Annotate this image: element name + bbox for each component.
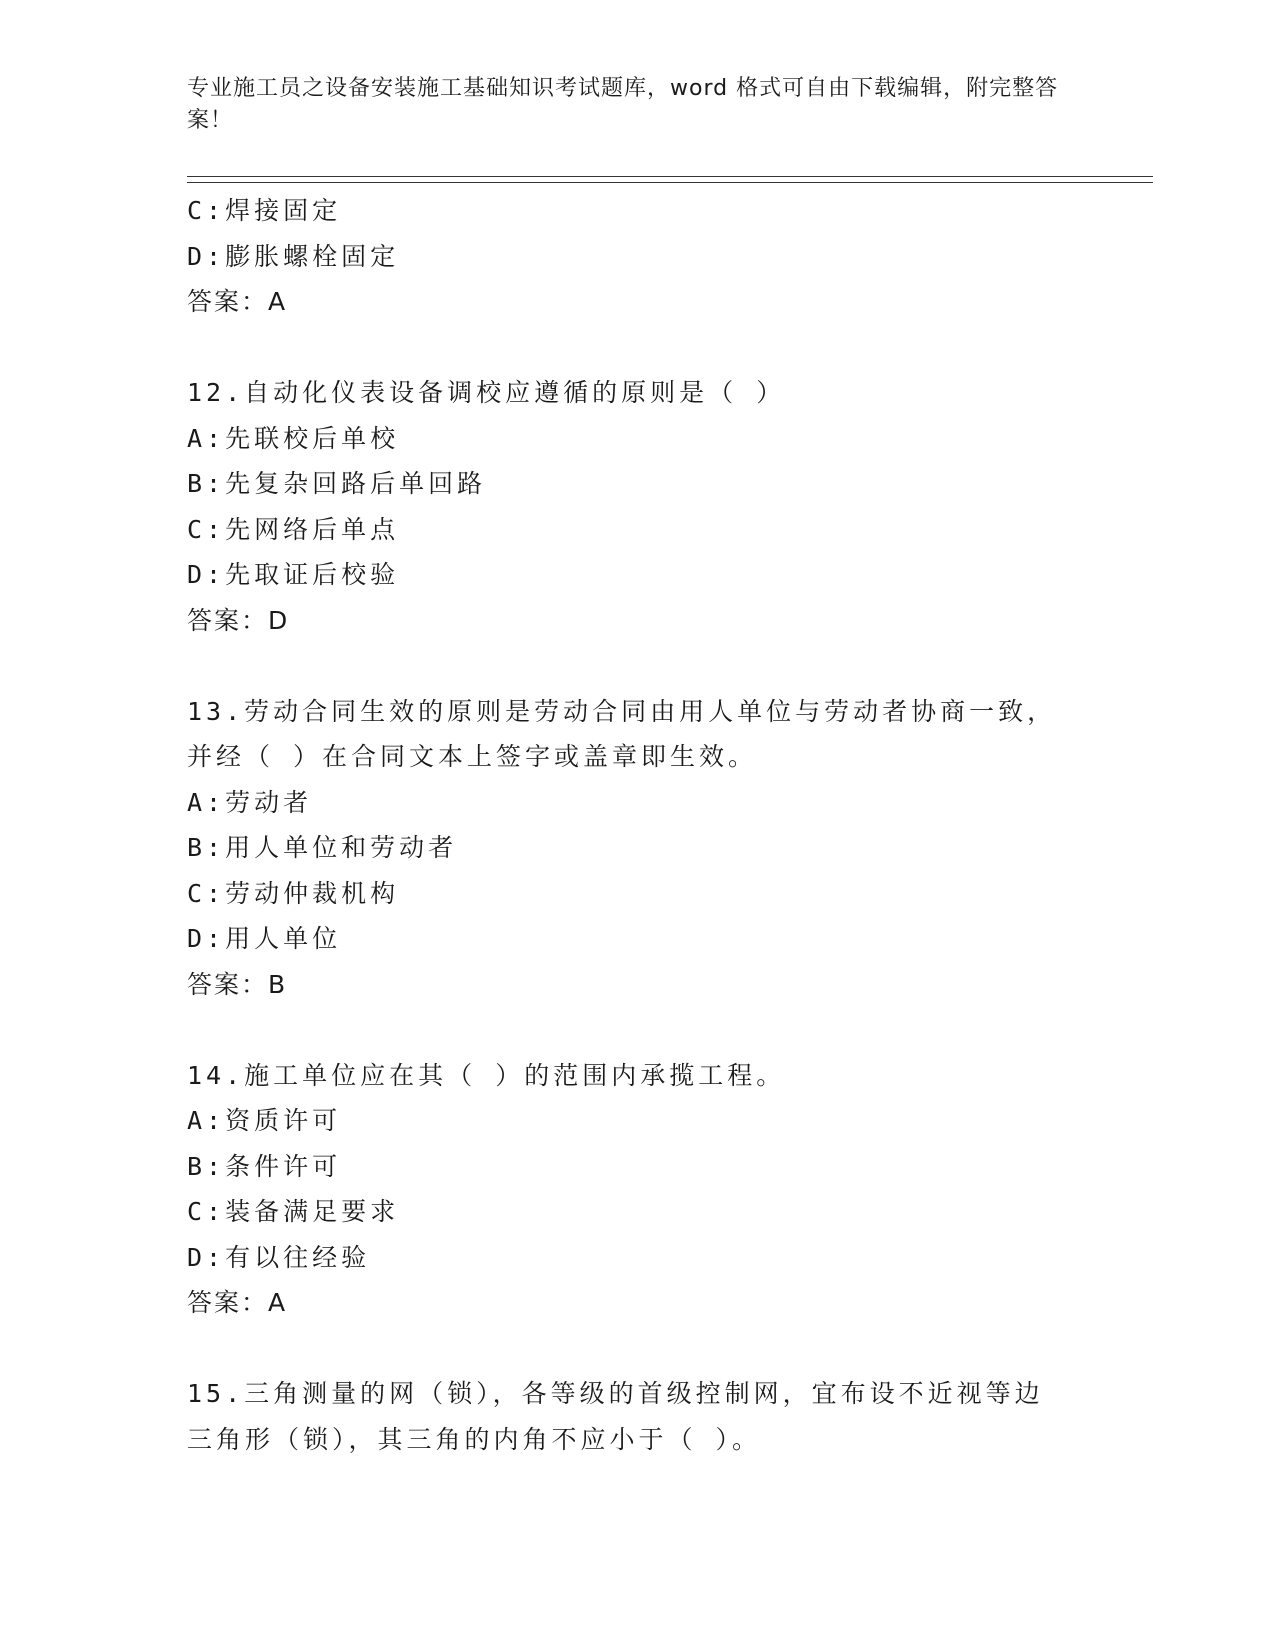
- option-text: 先复杂回路后单回路: [225, 469, 487, 498]
- question-number: 13.: [187, 696, 245, 726]
- option-key: D:: [187, 560, 226, 589]
- answer-line: 答案：D: [187, 605, 290, 635]
- question-stem: 施工单位应在其（ ）的范围内承揽工程。: [244, 1060, 786, 1090]
- spacer: [187, 1007, 1087, 1053]
- option-line: [187, 1189, 1087, 1235]
- option-text: 用人单位: [225, 924, 342, 953]
- option-key: B:: [187, 469, 226, 498]
- option-key: D:: [187, 241, 226, 271]
- option-line: [187, 871, 1087, 917]
- spacer: [187, 325, 1087, 371]
- option-text: 劳动仲裁机构: [225, 878, 400, 908]
- option-line: [187, 825, 1087, 871]
- option-key: D:: [187, 1242, 226, 1272]
- question-number: 14.: [187, 1060, 245, 1090]
- option-line: [187, 1098, 1087, 1144]
- answer-line: 答案：B: [187, 969, 288, 999]
- option-key: A:: [187, 423, 226, 453]
- option-text: 膨胀螺栓固定: [225, 241, 400, 271]
- option-text: 装备满足要求: [225, 1197, 400, 1226]
- page-header: 专业施工员之设备安装施工基础知识考试题库，word 格式可自由下载编辑，附完整答案！: [187, 76, 1059, 133]
- option-key: B:: [187, 833, 226, 862]
- spacer: [187, 1326, 1087, 1372]
- question-text: [187, 689, 1067, 780]
- spacer: [187, 643, 1087, 689]
- option-line: [187, 507, 1087, 553]
- option-text: 先取证后校验: [225, 560, 400, 589]
- option-text: 先网络后单点: [225, 514, 400, 544]
- option-key: C:: [187, 878, 226, 908]
- option-text: 资质许可: [225, 1106, 342, 1135]
- option-key: D:: [187, 924, 226, 953]
- question-text: [187, 1371, 1067, 1462]
- option-line: [187, 1144, 1087, 1190]
- option-line: [187, 552, 1087, 598]
- question-text: [187, 370, 1067, 416]
- question-stem: 自动化仪表设备调校应遵循的原则是（ ）: [244, 378, 786, 407]
- option-key: A:: [187, 787, 226, 817]
- option-line: [187, 780, 1087, 826]
- option-text: 焊接固定: [225, 196, 342, 225]
- option-line: [187, 188, 1087, 234]
- header-divider-bottom: [187, 182, 1153, 183]
- question-number: 12.: [187, 378, 245, 407]
- option-line: [187, 916, 1087, 962]
- option-key: C:: [187, 1197, 226, 1226]
- option-key: A:: [187, 1106, 226, 1135]
- question-body: [187, 188, 1087, 1462]
- option-line: [187, 1235, 1087, 1281]
- option-text: 劳动者: [225, 787, 313, 817]
- option-line: [187, 461, 1087, 507]
- option-line: [187, 234, 1087, 280]
- option-text: 条件许可: [225, 1151, 342, 1181]
- option-text: 用人单位和劳动者: [225, 833, 458, 862]
- option-text: 有以往经验: [225, 1242, 371, 1272]
- question-number: 15.: [187, 1379, 245, 1408]
- option-key: C:: [187, 514, 226, 544]
- question-text: [187, 1053, 1067, 1099]
- option-text: 先联校后单校: [225, 423, 400, 453]
- option-key: B:: [187, 1151, 226, 1181]
- question-stem: 三角测量的网（锁），各等级的首级控制网，宜布设不近视等边三角形（锁），其三角的内角不应小于（ ）。: [187, 1379, 1044, 1454]
- option-key: C:: [187, 196, 226, 225]
- answer-line: 答案：A: [187, 287, 288, 316]
- answer-line: 答案：A: [187, 1288, 288, 1317]
- question-stem: 劳动合同生效的原则是劳动合同由用人单位与劳动者协商一致，并经（ ）在合同文本上签字或盖章即生效。: [187, 696, 1057, 771]
- header-divider-top: [187, 176, 1153, 177]
- option-line: [187, 416, 1087, 462]
